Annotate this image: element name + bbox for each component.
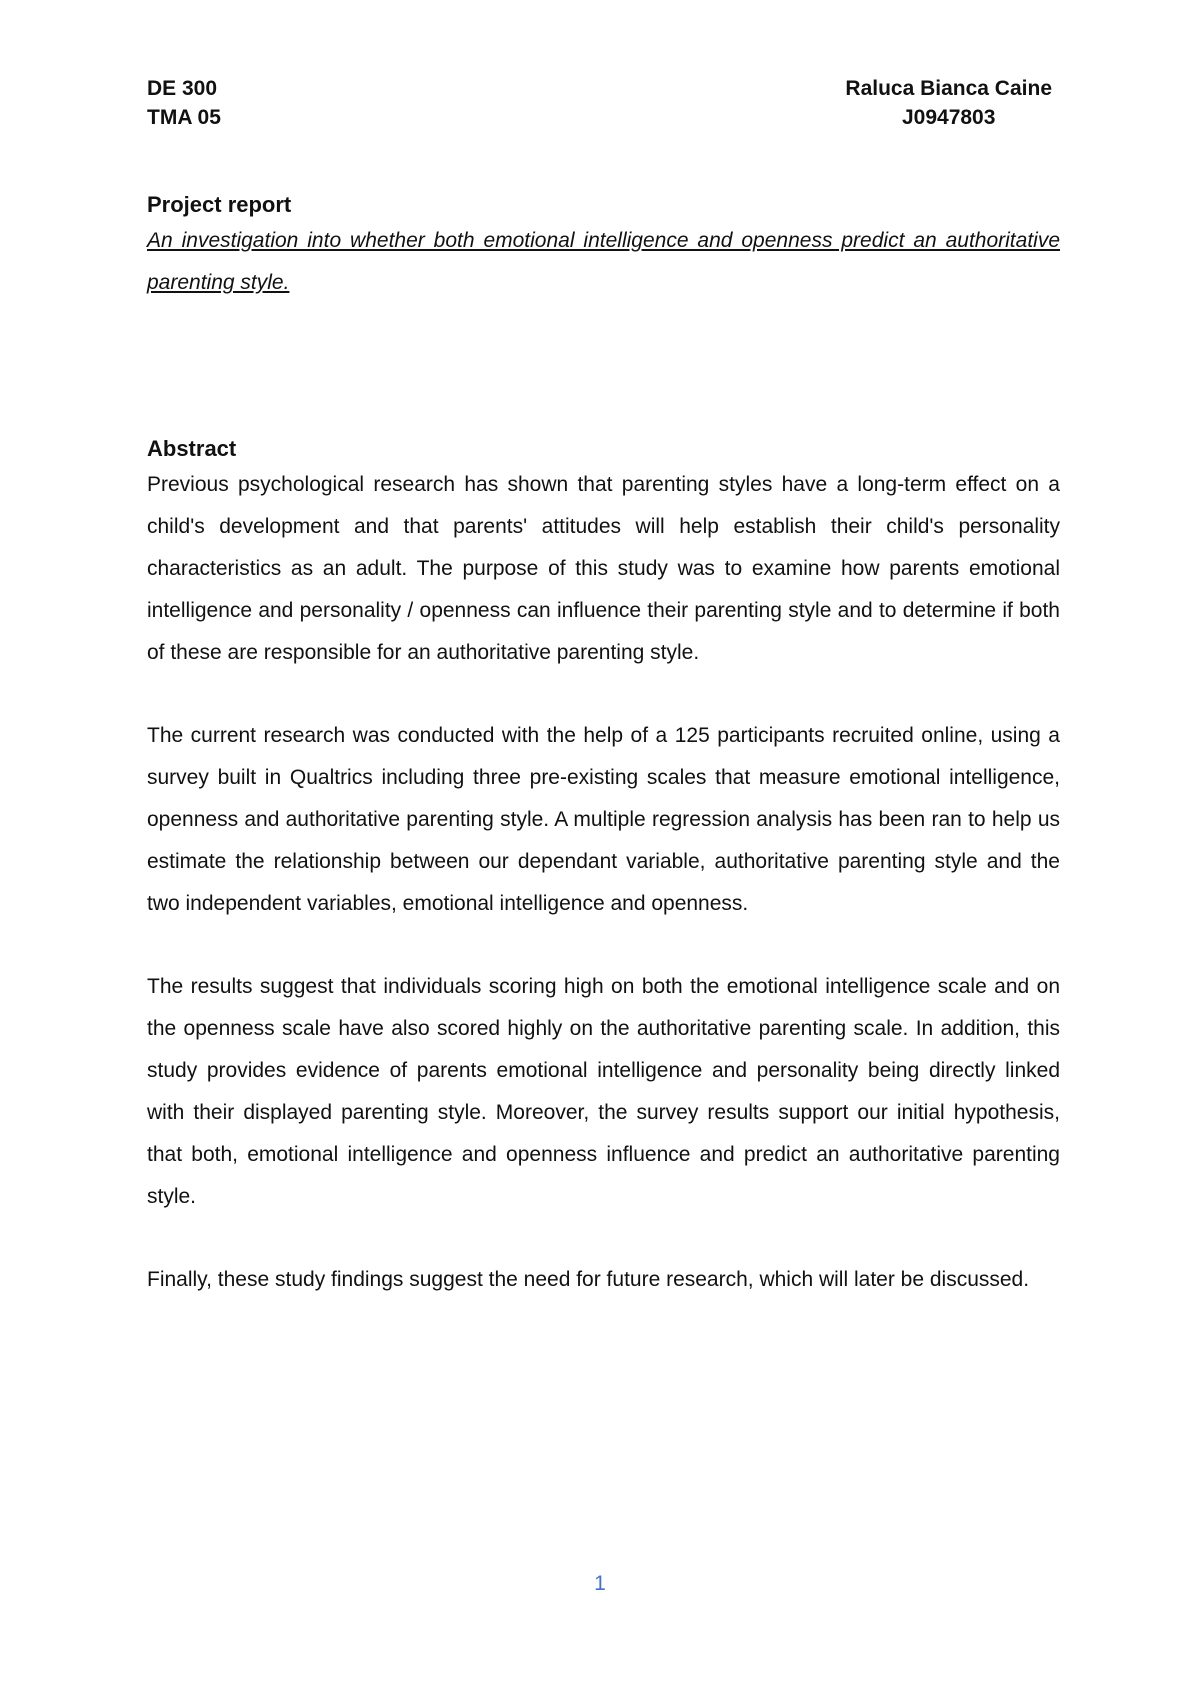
author-name: Raluca Bianca Caine (845, 77, 1052, 100)
document-body (147, 190, 1060, 1301)
student-id: J0947803 (901, 106, 996, 129)
abstract-paragraph: The results suggest that individuals scoring high on both the emotional intelligence scale and on the openness scale have also scored highly on the authoritative parenting scale. In addition, this study provides evidence of parents emotional intelligence and personality being directly linked with their displayed parenting style. Moreover, the survey results support our initial hypothesis, that both, emotional intelligence and openness influence and predict an authoritative parenting style. (147, 975, 1060, 1208)
report-heading: Project report (147, 192, 292, 217)
assignment-label: TMA 05 (147, 106, 221, 129)
abstract-paragraph: The current research was conducted with the help of a 125 participants recruited online, using a survey built in Qualtrics including three pre-existing scales that measure emotional intelligence, openness and authoritative parenting style. A multiple regression analysis has been ran to help us estimate the relationship between our dependant variable, authoritative parenting style and the two independent variables, emotional intelligence and openness. (147, 724, 1060, 915)
abstract-paragraph: Previous psychological research has shown that parenting styles have a long-term effect on a child's development and that parents' attitudes will help establish their child's personality characteristics as an adult. The purpose of this study was to examine how parents emotional intelligence and personality / openness can influence their parenting style and to determine if both of these are responsible for an authoritative parenting style. (147, 473, 1060, 664)
course-code: DE 300 (147, 77, 218, 100)
header-left (147, 74, 221, 132)
abstract-body (147, 464, 1060, 1301)
abstract-paragraph: Finally, these study findings suggest the need for future research, which will later be discussed. (147, 1268, 1030, 1291)
header-right (845, 74, 1052, 132)
page-number: 1 (594, 1572, 606, 1595)
abstract-heading: Abstract (147, 436, 237, 461)
report-subtitle: An investigation into whether both emotional intelligence and openness predict an authoritative parenting style. (147, 229, 1060, 294)
